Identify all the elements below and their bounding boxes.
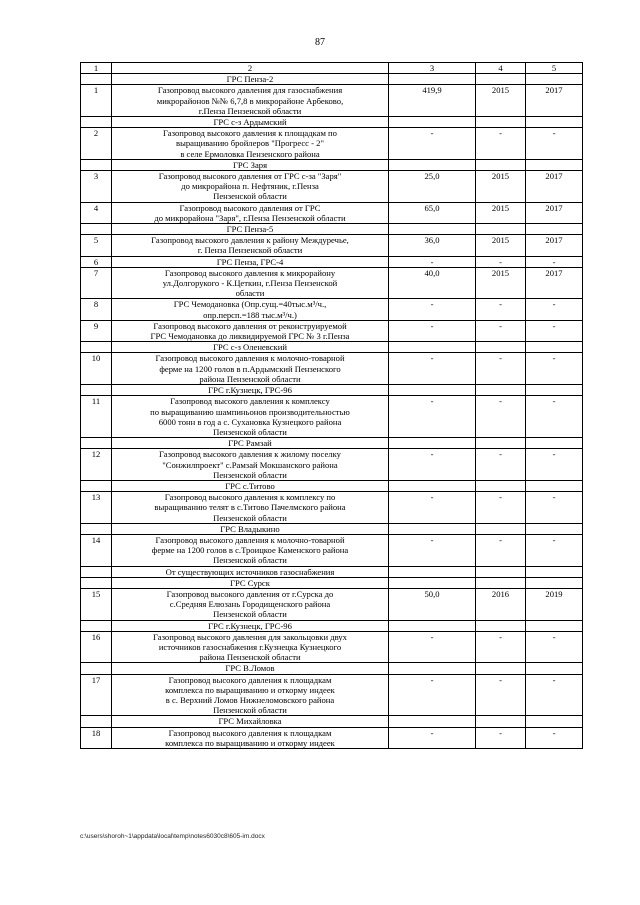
group-empty-cell <box>526 74 583 85</box>
row-description: Газопровод высокого давления для газоснабжения микрорайонов №№ 6,7,8 в микрорайоне Арбеково, г.Пенза Пензенской области <box>112 85 389 117</box>
group-label: ГРС Михайловка <box>112 716 389 727</box>
group-empty-cell <box>476 438 526 449</box>
group-empty-cell <box>526 577 583 588</box>
table-row <box>81 631 583 663</box>
row-length: 36,0 <box>389 235 476 256</box>
table-row <box>81 353 583 385</box>
row-length: - <box>389 492 476 524</box>
group-header-row <box>81 159 583 170</box>
group-empty-cell <box>81 480 112 491</box>
group-header-row <box>81 716 583 727</box>
row-description: Газопровод высокого давления к площадкам по выращиванию бройлеров "Прогресс - 2" в селе Ермоловка Пензенского района <box>112 128 389 160</box>
group-empty-cell <box>81 663 112 674</box>
table-row <box>81 202 583 223</box>
row-number: 11 <box>81 396 112 438</box>
group-label: ГРС Сурск <box>112 577 389 588</box>
row-end-year: 2017 <box>526 235 583 256</box>
table-row <box>81 449 583 481</box>
group-empty-cell <box>389 74 476 85</box>
group-label: ГРС с.Титово <box>112 480 389 491</box>
row-start-year: - <box>476 727 526 748</box>
row-number: 5 <box>81 235 112 256</box>
row-description: Газопровод высокого давления от ГРС с-за "Заря" до микрорайона п. Нефтяник, г.Пенза Пензенской области <box>112 171 389 203</box>
row-end-year: 2017 <box>526 267 583 299</box>
group-empty-cell <box>526 566 583 577</box>
row-end-year: 2017 <box>526 202 583 223</box>
pipeline-table <box>80 62 583 749</box>
row-description: Газопровод высокого давления к микрорайону ул.Долгорукого - К.Цеткин, г.Пенза Пензенской области <box>112 267 389 299</box>
row-start-year: - <box>476 674 526 716</box>
row-length: - <box>389 449 476 481</box>
group-label: ГРС Рамзай <box>112 438 389 449</box>
row-description: Газопровод высокого давления к площадкам комплекса по выращиванию и откорму индеек в с. Верхний Ломов Нижнеломовского района Пензенской области <box>112 674 389 716</box>
group-empty-cell <box>389 438 476 449</box>
table-row <box>81 492 583 524</box>
group-empty-cell <box>476 385 526 396</box>
row-length: - <box>389 299 476 320</box>
row-description: Газопровод высокого давления от г.Сурска до с.Средняя Елюзань Городищенского района Пензенской области <box>112 588 389 620</box>
group-empty-cell <box>526 438 583 449</box>
group-header-row <box>81 566 583 577</box>
row-length: 419,9 <box>389 85 476 117</box>
group-empty-cell <box>476 716 526 727</box>
group-header-row <box>81 620 583 631</box>
row-end-year: 2019 <box>526 588 583 620</box>
row-end-year: - <box>526 396 583 438</box>
row-start-year: - <box>476 320 526 341</box>
group-empty-cell <box>389 577 476 588</box>
header-cell: 3 <box>389 63 476 74</box>
row-start-year: - <box>476 534 526 566</box>
row-length: - <box>389 534 476 566</box>
row-end-year: - <box>526 256 583 267</box>
row-length: 65,0 <box>389 202 476 223</box>
group-header-row <box>81 663 583 674</box>
header-cell: 1 <box>81 63 112 74</box>
table-row <box>81 396 583 438</box>
group-header-row <box>81 342 583 353</box>
row-end-year: 2017 <box>526 171 583 203</box>
row-number: 14 <box>81 534 112 566</box>
row-description: Газопровод высокого давления от реконструируемой ГРС Чемодановка до ликвидируемой ГРС № 3 г.Пенза <box>112 320 389 341</box>
row-end-year: - <box>526 674 583 716</box>
row-end-year: - <box>526 534 583 566</box>
table-row <box>81 235 583 256</box>
group-empty-cell <box>526 385 583 396</box>
group-label: ГРС с-з Оленевский <box>112 342 389 353</box>
row-end-year: - <box>526 320 583 341</box>
group-label: ГРС г.Кузнецк, ГРС-96 <box>112 620 389 631</box>
row-description: Газопровод высокого давления к комплексу по выращиванию телят в с.Титово Пачелмского района Пензенской области <box>112 492 389 524</box>
row-number: 4 <box>81 202 112 223</box>
table-row <box>81 299 583 320</box>
group-empty-cell <box>526 480 583 491</box>
row-number: 18 <box>81 727 112 748</box>
table-row <box>81 128 583 160</box>
row-length: 50,0 <box>389 588 476 620</box>
row-end-year: - <box>526 631 583 663</box>
row-start-year: - <box>476 299 526 320</box>
group-header-row <box>81 523 583 534</box>
row-number: 7 <box>81 267 112 299</box>
row-length: - <box>389 396 476 438</box>
row-length: - <box>389 727 476 748</box>
group-empty-cell <box>476 342 526 353</box>
group-empty-cell <box>476 663 526 674</box>
row-description: Газопровод высокого давления к жилому поселку "Сонжилпроект" с.Рамзай Мокшанского района Пензенской области <box>112 449 389 481</box>
row-number: 17 <box>81 674 112 716</box>
group-header-row <box>81 117 583 128</box>
row-number: 6 <box>81 256 112 267</box>
row-description: Газопровод высокого давления к молочно-товарной ферме на 1200 голов в с.Троицкое Каменского района Пензенской области <box>112 534 389 566</box>
row-start-year: 2015 <box>476 171 526 203</box>
row-length: - <box>389 353 476 385</box>
group-empty-cell <box>389 480 476 491</box>
row-number: 3 <box>81 171 112 203</box>
row-start-year: - <box>476 256 526 267</box>
table-row <box>81 267 583 299</box>
table-row <box>81 320 583 341</box>
table-body <box>81 63 583 749</box>
row-start-year: - <box>476 353 526 385</box>
row-description: Газопровод высокого давления для закольцовки двух источников газоснабжения г.Кузнецка Кузнецкого района Пензенской области <box>112 631 389 663</box>
row-end-year: 2017 <box>526 85 583 117</box>
row-description: ГРС Пенза, ГРС-4 <box>112 256 389 267</box>
row-length: - <box>389 256 476 267</box>
row-number: 15 <box>81 588 112 620</box>
group-empty-cell <box>81 620 112 631</box>
row-number: 9 <box>81 320 112 341</box>
group-empty-cell <box>476 117 526 128</box>
row-length: 40,0 <box>389 267 476 299</box>
group-empty-cell <box>476 74 526 85</box>
group-empty-cell <box>476 480 526 491</box>
row-length: 25,0 <box>389 171 476 203</box>
table-row <box>81 534 583 566</box>
group-empty-cell <box>389 620 476 631</box>
row-start-year: 2016 <box>476 588 526 620</box>
group-empty-cell <box>81 577 112 588</box>
group-empty-cell <box>526 716 583 727</box>
group-empty-cell <box>81 385 112 396</box>
group-empty-cell <box>476 577 526 588</box>
group-empty-cell <box>526 620 583 631</box>
row-length: - <box>389 320 476 341</box>
row-end-year: - <box>526 299 583 320</box>
row-start-year: 2015 <box>476 202 526 223</box>
group-empty-cell <box>389 159 476 170</box>
file-path-footer: c:\users\shoroh~1\appdata\local\temp\notes6030c8\605-im.docx <box>80 833 265 840</box>
group-header-row <box>81 480 583 491</box>
group-empty-cell <box>476 159 526 170</box>
row-end-year: - <box>526 128 583 160</box>
header-cell: 5 <box>526 63 583 74</box>
row-number: 8 <box>81 299 112 320</box>
group-header-row <box>81 74 583 85</box>
row-end-year: - <box>526 353 583 385</box>
group-empty-cell <box>81 523 112 534</box>
group-empty-cell <box>476 566 526 577</box>
table-row <box>81 85 583 117</box>
row-number: 12 <box>81 449 112 481</box>
group-label: ГРС Пенза-5 <box>112 224 389 235</box>
group-empty-cell <box>81 224 112 235</box>
group-empty-cell <box>389 663 476 674</box>
table-header-row <box>81 63 583 74</box>
group-empty-cell <box>389 342 476 353</box>
row-length: - <box>389 631 476 663</box>
page-number: 87 <box>315 37 325 48</box>
row-end-year: - <box>526 449 583 481</box>
group-empty-cell <box>476 523 526 534</box>
group-empty-cell <box>526 523 583 534</box>
table-row <box>81 171 583 203</box>
row-description: ГРС Чемодановка (Опр.сущ.=40тыс.м³/ч., опр.персп.=188 тыс.м³/ч.) <box>112 299 389 320</box>
group-empty-cell <box>81 438 112 449</box>
group-empty-cell <box>389 566 476 577</box>
header-cell: 2 <box>112 63 389 74</box>
group-empty-cell <box>81 117 112 128</box>
header-cell: 4 <box>476 63 526 74</box>
group-header-row <box>81 224 583 235</box>
table-row <box>81 256 583 267</box>
group-header-row <box>81 438 583 449</box>
group-empty-cell <box>81 342 112 353</box>
row-start-year: - <box>476 128 526 160</box>
group-header-row <box>81 577 583 588</box>
table-row <box>81 674 583 716</box>
group-header-row <box>81 385 583 396</box>
group-empty-cell <box>81 716 112 727</box>
row-description: Газопровод высокого давления к комплексу по выращиванию шампиньонов производительностью 6000 тонн в год а с. Сухановка Кузнецкого района Пензенской области <box>112 396 389 438</box>
row-length: - <box>389 128 476 160</box>
row-number: 13 <box>81 492 112 524</box>
row-start-year: 2015 <box>476 235 526 256</box>
row-number: 1 <box>81 85 112 117</box>
group-empty-cell <box>526 663 583 674</box>
group-empty-cell <box>476 620 526 631</box>
row-number: 16 <box>81 631 112 663</box>
group-empty-cell <box>526 159 583 170</box>
group-empty-cell <box>389 385 476 396</box>
group-empty-cell <box>526 342 583 353</box>
group-label: ГРС Владыкино <box>112 523 389 534</box>
group-empty-cell <box>476 224 526 235</box>
group-label: От существующих источников газоснабжения <box>112 566 389 577</box>
group-empty-cell <box>389 716 476 727</box>
group-empty-cell <box>526 224 583 235</box>
group-label: ГРС с-з Ардымский <box>112 117 389 128</box>
row-start-year: 2015 <box>476 85 526 117</box>
row-start-year: 2015 <box>476 267 526 299</box>
group-empty-cell <box>526 117 583 128</box>
table-row <box>81 588 583 620</box>
row-start-year: - <box>476 396 526 438</box>
group-empty-cell <box>81 159 112 170</box>
group-label: ГРС г.Кузнецк, ГРС-96 <box>112 385 389 396</box>
group-empty-cell <box>81 566 112 577</box>
row-end-year: - <box>526 492 583 524</box>
table-row <box>81 727 583 748</box>
group-label: ГРС Заря <box>112 159 389 170</box>
row-length: - <box>389 674 476 716</box>
group-label: ГРС Пенза-2 <box>112 74 389 85</box>
row-description: Газопровод высокого давления от ГРС до микрорайона "Заря", г.Пенза Пензенской области <box>112 202 389 223</box>
row-description: Газопровод высокого давления к молочно-товарной ферме на 1200 голов в п.Ардымский Пензенского района Пензенской области <box>112 353 389 385</box>
row-start-year: - <box>476 449 526 481</box>
row-end-year: - <box>526 727 583 748</box>
row-number: 2 <box>81 128 112 160</box>
group-empty-cell <box>389 523 476 534</box>
group-empty-cell <box>389 117 476 128</box>
row-start-year: - <box>476 631 526 663</box>
row-description: Газопровод высокого давления к району Междуречье, г. Пенза Пензенской области <box>112 235 389 256</box>
group-empty-cell <box>389 224 476 235</box>
group-empty-cell <box>81 74 112 85</box>
row-description: Газопровод высокого давления к площадкам комплекса по выращиванию и откорму индеек <box>112 727 389 748</box>
group-label: ГРС В.Ломов <box>112 663 389 674</box>
row-number: 10 <box>81 353 112 385</box>
row-start-year: - <box>476 492 526 524</box>
